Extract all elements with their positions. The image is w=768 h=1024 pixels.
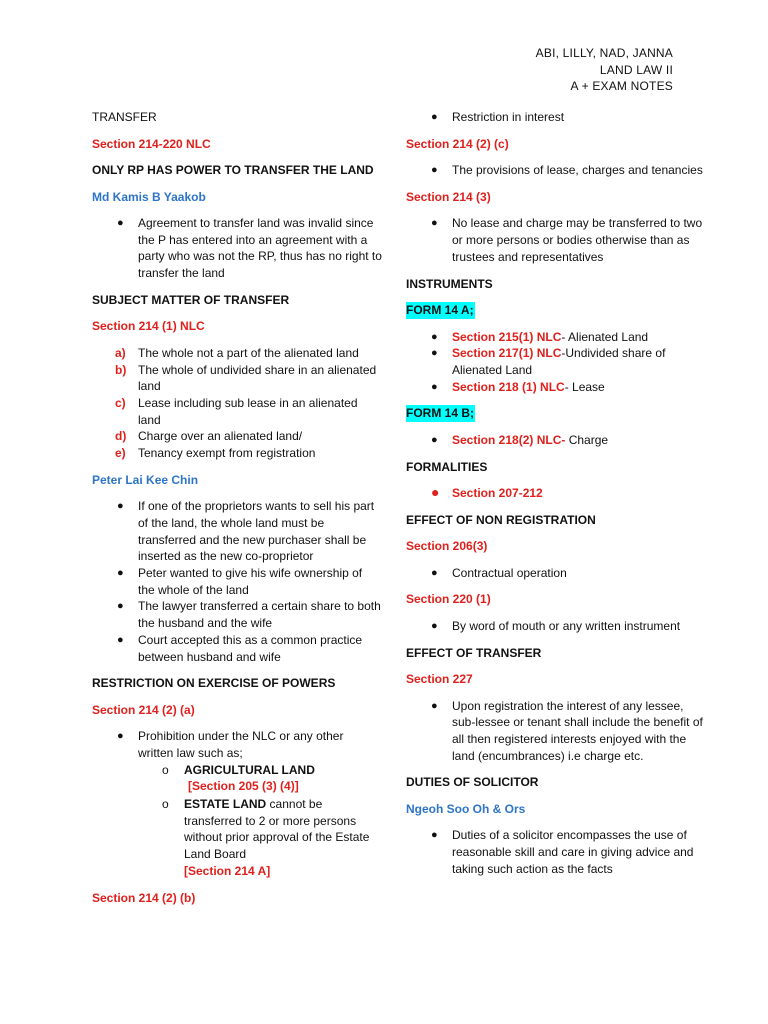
- list-item: ● By word of mouth or any written instrument: [431, 618, 681, 633]
- list-item: ● Section 217(1) NLC-Undivided share of Alienated Land: [431, 346, 666, 377]
- list-item: ● Section 218(2) NLC- Charge: [431, 432, 609, 447]
- bullet-icon: ●: [117, 730, 124, 743]
- section-214-2c: Section 214 (2) (c): [406, 136, 509, 151]
- list-item: ● The lawyer transferred a certain share to both the husband and the wife: [117, 599, 381, 631]
- bullet-icon: ●: [117, 600, 124, 613]
- page-header: [536, 45, 673, 95]
- bullet-icon: ●: [431, 217, 438, 230]
- left-column: [92, 106, 382, 906]
- header-authors: ABI, LILLY, NAD, JANNA: [535, 46, 673, 60]
- bullet-icon: ●: [431, 699, 438, 712]
- list-item: d) Charge over an alienated land/: [115, 429, 303, 444]
- list-item: e) Tenancy exempt from registration: [115, 446, 316, 461]
- bullet-icon: ●: [117, 217, 124, 229]
- form-14b-list: [406, 432, 706, 449]
- estate-land: ESTATE LAND: [184, 797, 267, 812]
- circle-bullet-icon: o: [162, 797, 169, 812]
- bullet-icon: ●: [117, 567, 124, 580]
- bullet-icon: ●: [431, 433, 438, 446]
- bullet-icon: ●: [431, 347, 438, 360]
- section-214a-ref: [Section 214 A]: [184, 863, 271, 878]
- form-14b: FORM 14 B;: [406, 406, 475, 421]
- list-item: c) Lease including sub lease in an alienated land: [115, 395, 358, 427]
- section-214-220: Section 214-220 NLC: [92, 136, 211, 151]
- registration-list: [406, 698, 706, 765]
- list-item: o ESTATE LAND cannot be transferred to 2 or more persons without prior approval of the Estate Land Board [Section 214 A]: [162, 797, 370, 878]
- bullet-icon: ●: [431, 330, 438, 343]
- word-of-mouth-list: [406, 618, 706, 635]
- heading-subject-matter: SUBJECT MATTER OF TRANSFER: [92, 292, 290, 307]
- case-peter-lai: Peter Lai Kee Chin: [92, 472, 199, 487]
- list-item: b) The whole of undivided share in an alienated land: [115, 362, 377, 394]
- heading-only-rp: ONLY RP HAS POWER TO TRANSFER THE LAND: [92, 163, 374, 177]
- heading-restriction: RESTRICTION ON EXERCISE OF POWERS: [92, 676, 336, 691]
- list-item: ● Peter wanted to give his wife ownership of the whole of the land: [117, 566, 363, 597]
- list-item: [92, 762, 382, 795]
- list-item: ● If one of the proprietors wants to sell his part of the land, the whole land must be transferred and the new purchaser shall be inserted as the new co-proprietor: [117, 499, 375, 564]
- agricultural-land: AGRICULTURAL LAND: [184, 762, 315, 777]
- peter-list: [92, 498, 382, 665]
- section-214-1: Section 214 (1) NLC: [92, 319, 205, 334]
- heading-instruments: INSTRUMENTS: [406, 276, 493, 291]
- section-214-2a: Section 214 (2) (a): [92, 702, 195, 717]
- prohibition-list: [92, 728, 382, 761]
- circle-bullet-icon: o: [162, 762, 169, 777]
- section-205-ref: [Section 205 (3) (4)]: [188, 779, 299, 794]
- duties-list: [406, 827, 706, 877]
- heading-effect-of-transfer: EFFECT OF TRANSFER: [406, 645, 542, 660]
- bullet-icon: ●: [117, 500, 124, 513]
- land-type-list: [92, 762, 382, 880]
- form-14a: FORM 14 A;: [406, 303, 474, 318]
- bullet-icon: ●: [431, 164, 438, 177]
- heading-transfer: TRANSFER: [92, 110, 157, 124]
- heading-formalities: FORMALITIES: [406, 459, 488, 474]
- list-item: ● Court accepted this as a common practice between husband and wife: [117, 632, 363, 664]
- list-item: ● Section 218 (1) NLC- Lease: [431, 379, 605, 394]
- list-item: ● Upon registration the interest of any lessee, sub-lessee or tenant shall include the benefit of all then registered interests enjoyed with the land (encumbrances) i.e charge etc.: [431, 698, 703, 763]
- bullet-icon: ●: [431, 619, 438, 632]
- bullet-icon: ●: [431, 829, 438, 842]
- case-ngeoh-soo-oh: Ngeoh Soo Oh & Ors: [406, 801, 526, 816]
- section-206-3: Section 206(3): [406, 539, 488, 554]
- heading-effect-non-registration: EFFECT OF NON REGISTRATION: [406, 512, 596, 527]
- header-notes: A + EXAM NOTES: [570, 79, 673, 93]
- bullet-icon: ●: [117, 633, 124, 646]
- right-column: [406, 106, 706, 878]
- bullet-icon: ●: [431, 566, 438, 579]
- list-item: a) The whole not a part of the alienated land: [115, 345, 359, 360]
- bullet-icon: ●: [431, 484, 440, 501]
- bullet-icon: ●: [431, 111, 438, 123]
- form-14a-list: [406, 329, 706, 396]
- list-item: ● Section 215(1) NLC- Alienated Land: [431, 329, 649, 344]
- bullet-icon: ●: [431, 380, 438, 393]
- list-item: ● Section 207-212: [431, 484, 543, 501]
- list-item: ● Restriction in interest: [431, 110, 565, 124]
- list-item: ● Contractual operation: [431, 565, 567, 580]
- restriction-interest-list: [406, 109, 706, 126]
- kamis-list: [92, 215, 382, 282]
- section-214-2b: Section 214 (2) (b): [92, 890, 196, 905]
- list-item: ● Agreement to transfer land was invalid since the P has entered into an agreement with a party who was not the RP, thus has no right to transfer the land: [117, 216, 382, 281]
- subject-list: [92, 345, 382, 462]
- section-220-1: Section 220 (1): [406, 592, 491, 607]
- provisions-list: [406, 162, 706, 179]
- contractual-list: [406, 565, 706, 582]
- heading-duties-of-solicitor: DUTIES OF SOLICITOR: [406, 775, 539, 790]
- case-md-kamis: Md Kamis B Yaakob: [92, 189, 206, 204]
- list-item: ● No lease and charge may be transferred to two or more persons or bodies otherwise than as trustees and representatives: [431, 216, 703, 264]
- section-227: Section 227: [406, 672, 473, 687]
- list-item: ● Duties of a solicitor encompasses the use of reasonable skill and care in giving advice and taking such action as the facts: [431, 828, 694, 876]
- formalities-list: [406, 485, 706, 502]
- list-item: ● The provisions of lease, charges and tenancies: [431, 163, 703, 178]
- list-item: ● Prohibition under the NLC or any other written law such as;: [117, 729, 344, 760]
- no-lease-list: [406, 215, 706, 265]
- section-214-3: Section 214 (3): [406, 189, 491, 204]
- header-course: LAND LAW II: [599, 62, 673, 77]
